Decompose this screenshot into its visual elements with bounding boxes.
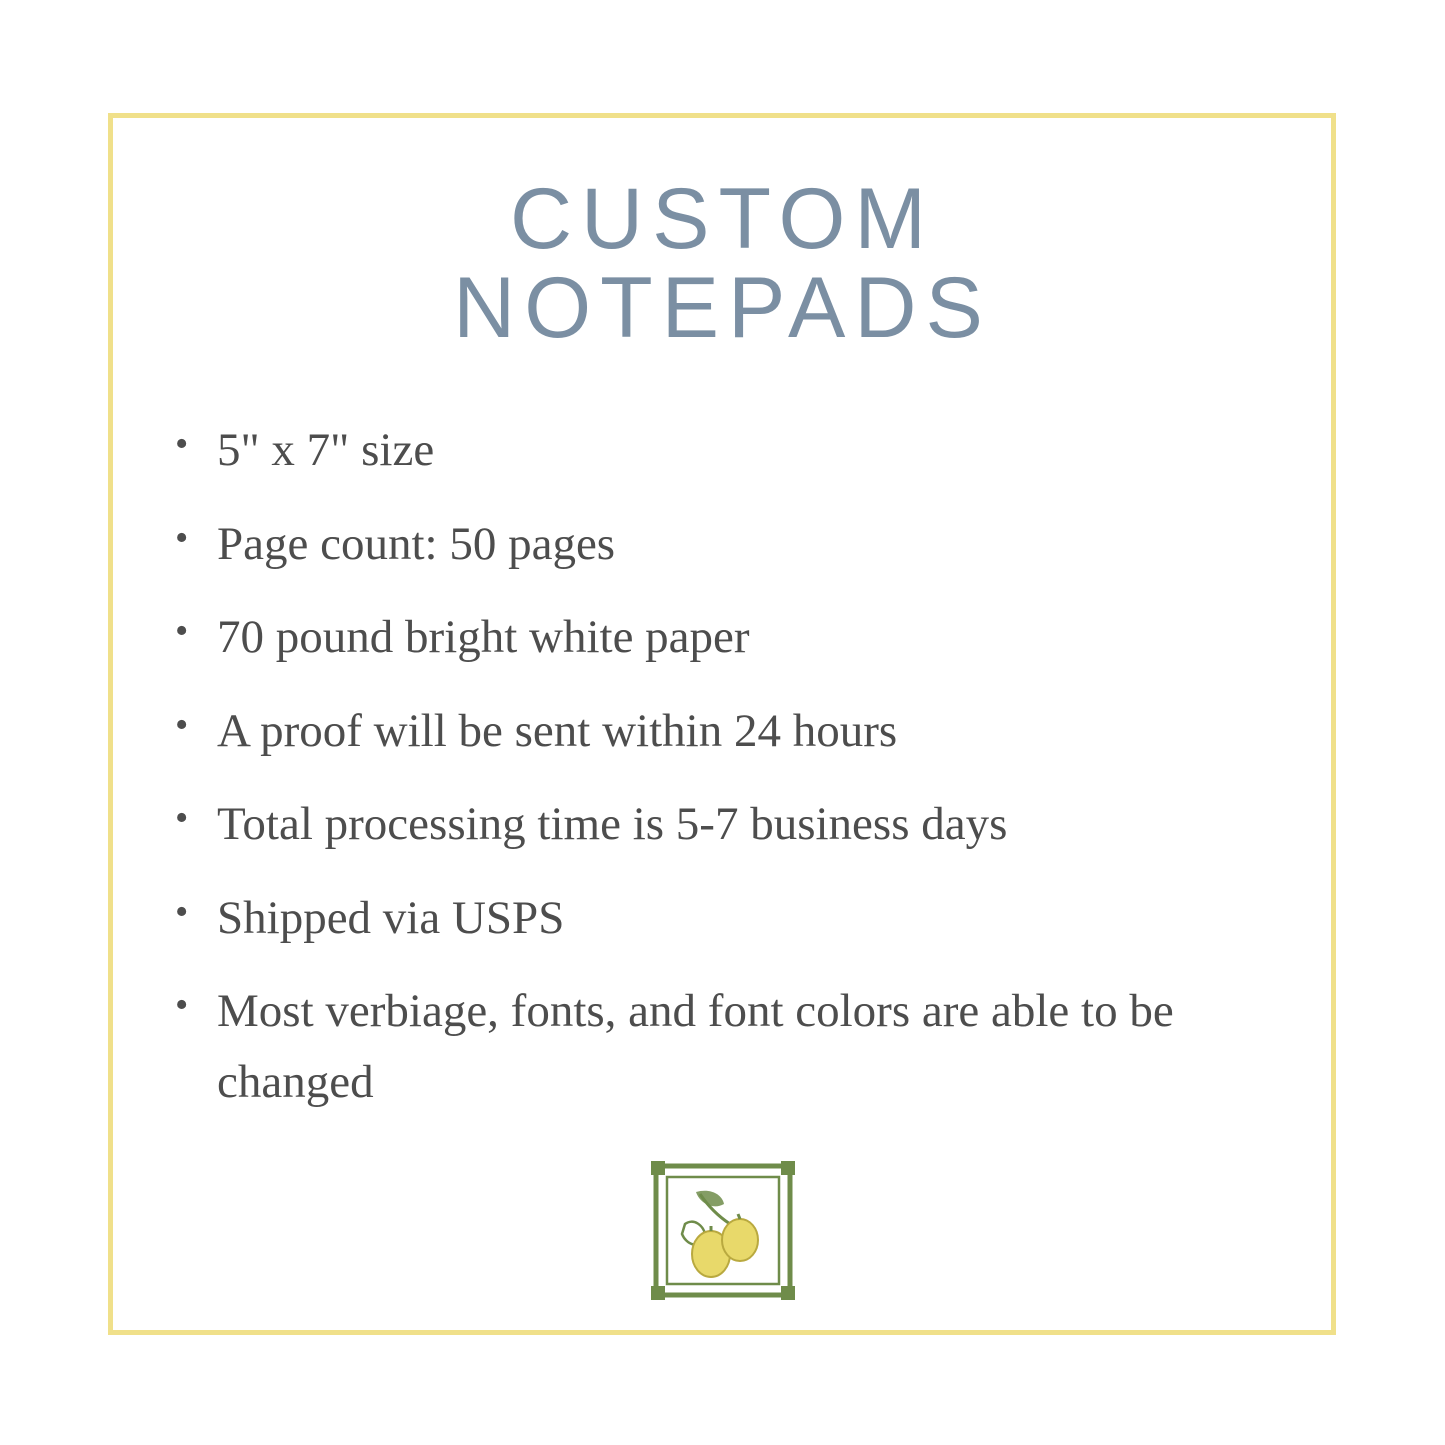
list-item-label: Most verbiage, fonts, and font colors are able to be changed [217,985,1174,1108]
title-line-2 [150,260,1295,357]
list-item-label: Page count: 50 pages [217,517,616,570]
list-item [175,415,1295,486]
list-item-label: Shipped via USPS [217,891,565,944]
bullet-icon: • [175,984,189,1026]
bullet-icon: • [175,703,189,746]
list-item-label: 5" x 7" size [217,424,435,476]
feature-list [175,415,1295,1140]
bullet-icon: • [175,610,189,652]
list-item [175,602,1295,673]
list-item-label: 70 pound bright white paper [217,611,750,663]
list-item-label: A proof will be sent within 24 hours [217,704,898,757]
list-item [175,789,1295,860]
lemon-branch-art [682,1191,758,1277]
list-item [175,883,1295,954]
lemon-branch-logo [648,1158,798,1303]
title-text-1: CUSTOM [509,171,936,267]
bullet-icon: • [175,516,189,559]
list-item [175,696,1295,767]
title-text-2: NOTEPADS [453,260,992,357]
list-item [175,509,1295,580]
page-title [150,171,1295,357]
list-item-label: Total processing time is 5-7 business days [217,798,1008,850]
bullet-icon: • [175,423,189,465]
title-line-1 [150,171,1295,267]
bullet-icon: • [175,797,189,839]
bullet-icon: • [175,890,189,933]
list-item [175,976,1295,1117]
